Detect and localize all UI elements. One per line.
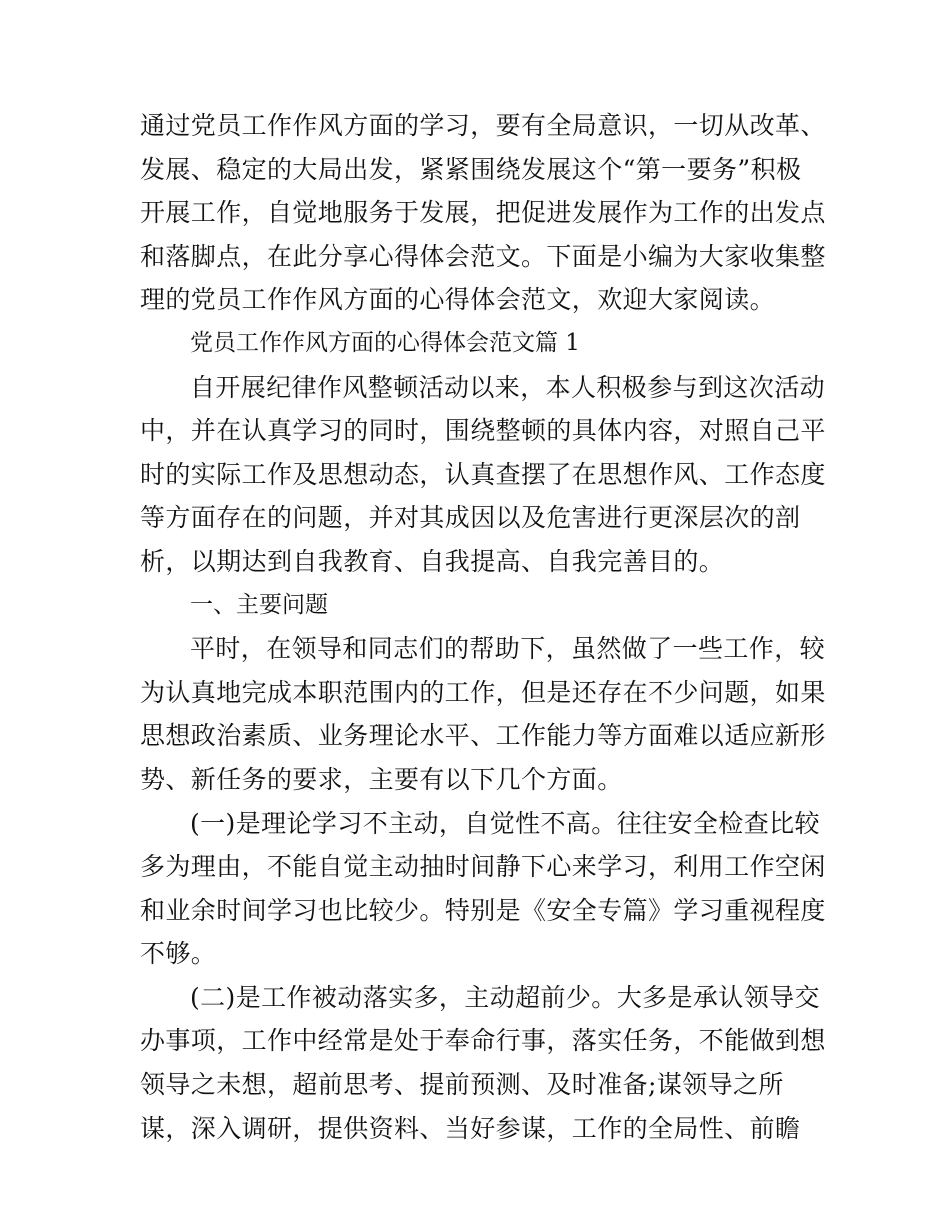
paragraph-1-line: 中，并在认真学习的同时，围绕整顿的具体内容，对照自己平 [140, 416, 826, 446]
paragraph-4-line: 领导之未想，超前思考、提前预测、及时准备;谋领导之所 [140, 1070, 784, 1100]
intro-line: 理的党员工作作风方面的心得体会范文，欢迎大家阅读。 [140, 285, 776, 315]
section-heading: 一、主要问题 [190, 591, 328, 618]
paragraph-3-line: 不够。 [140, 939, 217, 969]
paragraph-3-line: (一)是理论学习不主动，自觉性不高。往往安全检查比较 [190, 808, 820, 838]
paragraph-4-line: 谋，深入调研，提供资料、当好参谋，工作的全局性、前瞻 [140, 1113, 801, 1143]
paragraph-4-line: 办事项，工作中经常是处于奉命行事，落实任务，不能做到想 [140, 1026, 826, 1056]
paragraph-2-line: 势、新任务的要求，主要有以下几个方面。 [140, 764, 623, 794]
paragraph-1-line: 析，以期达到自我教育、自我提高、自我完善目的。 [140, 546, 725, 576]
intro-line: 开展工作，自觉地服务于发展，把促进发展作为工作的出发点 [140, 198, 826, 228]
paragraph-1-line: 自开展纪律作风整顿活动以来，本人积极参与到这次活动 [190, 372, 826, 402]
paragraph-2-line: 思想政治素质、业务理论水平、工作能力等方面难以适应新形 [140, 721, 826, 751]
paragraph-1-line: 等方面存在的问题，并对其成因以及危害进行更深层次的剖 [140, 503, 801, 533]
paragraph-3-line: 和业余时间学习也比较少。特别是《安全专篇》学习重视程度 [140, 895, 826, 925]
intro-line: 发展、稳定的大局出发，紧紧围绕发展这个“第一要务”积极 [140, 154, 802, 184]
paragraph-4-line: (二)是工作被动落实多，主动超前少。大多是承认领导交 [190, 982, 820, 1012]
intro-line: 和落脚点，在此分享心得体会范文。下面是小编为大家收集整 [140, 241, 826, 271]
paragraph-1-line: 时的实际工作及思想动态，认真查摆了在思想作风、工作态度 [140, 459, 826, 489]
article-title: 党员工作作风方面的心得体会范文篇 1 [190, 329, 580, 356]
intro-line: 通过党员工作作风方面的学习，要有全局意识，一切从改革、 [140, 111, 826, 140]
paragraph-3-line: 多为理由，不能自觉主动抽时间静下心来学习，利用工作空闲 [140, 852, 826, 882]
paragraph-2-line: 为认真地完成本职范围内的工作，但是还存在不少问题，如果 [140, 677, 826, 707]
paragraph-2-line: 平时，在领导和同志们的帮助下，虽然做了一些工作，较 [190, 634, 826, 664]
document-body [140, 104, 826, 1150]
